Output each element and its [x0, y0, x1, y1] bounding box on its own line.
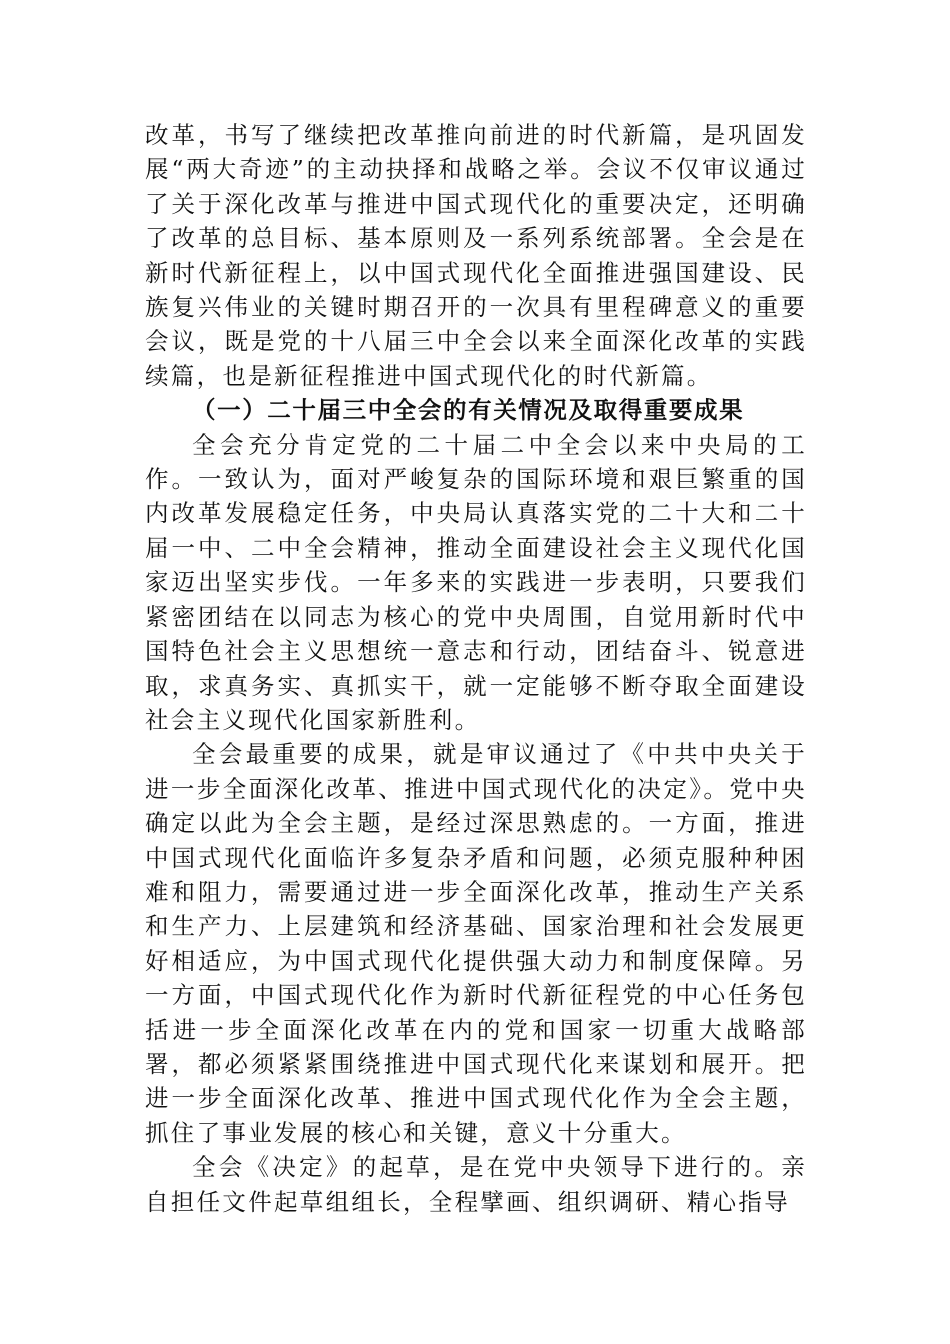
- paragraph-drafting: 全会《决定》的起草，是在党中央领导下进行的。亲自担任文件起草组组长，全程擘画、组织调研、精心指导: [145, 1153, 807, 1216]
- paragraph-key-outcome: 全会最重要的成果，就是审议通过了《中共中央关于进一步全面深化改革、推进中国式现代化的决定》。党中央确定以此为全会主题，是经过深思熟虑的。一方面，推进中国式现代化面临许多复杂矛盾和问题，必须克服种种困难和阻力，需要通过进一步全面深化改革，推动生产关系和生产力、上层建筑和经济基础、国家治理和社会发展更好相适应，为中国式现代化提供强大动力和制度保障。另一方面，中国式现代化作为新时代新征程党的中心任务包括进一步全面深化改革在内的党和国家一切重大战略部署，都必须紧紧围绕推进中国式现代化来谋划和展开。把进一步全面深化改革、推进中国式现代化作为全会主题，抓住了事业发展的核心和关键，意义十分重大。: [145, 740, 807, 1147]
- section-heading: （一）二十届三中全会的有关情况及取得重要成果: [192, 396, 745, 425]
- document-page: [145, 118, 807, 1219]
- paragraph-intro-continuation: 改革，书写了继续把改革推向前进的时代新篇，是巩固发展“两大奇迹”的主动抉择和战略之举。会议不仅审议通过了关于深化改革与推进中国式现代化的重要决定，还明确了改革的总目标、基本原则及一系列系统部署。全会是在新时代新征程上，以中国式现代化全面推进强国建设、民族复兴伟业的关键时期召开的一次具有里程碑意义的重要会议，既是党的十八届三中全会以来全面深化改革的实践续篇，也是新征程推进中国式现代化的时代新篇。: [145, 121, 807, 390]
- paragraph-plenary-affirmation: 全会充分肯定党的二十届二中全会以来中央局的工作。一致认为，面对严峻复杂的国际环境和艰巨繁重的国内改革发展稳定任务，中央局认真落实党的二十大和二十届一中、二中全会精神，推动全面建设社会主义现代化国家迈出坚实步伐。一年多来的实践进一步表明，只要我们紧密团结在以同志为核心的党中央周围，自觉用新时代中国特色社会主义思想统一意志和行动，团结奋斗、锐意进取，求真务实、真抓实干，就一定能够不断夺取全面建设社会主义现代化国家新胜利。: [145, 430, 807, 734]
